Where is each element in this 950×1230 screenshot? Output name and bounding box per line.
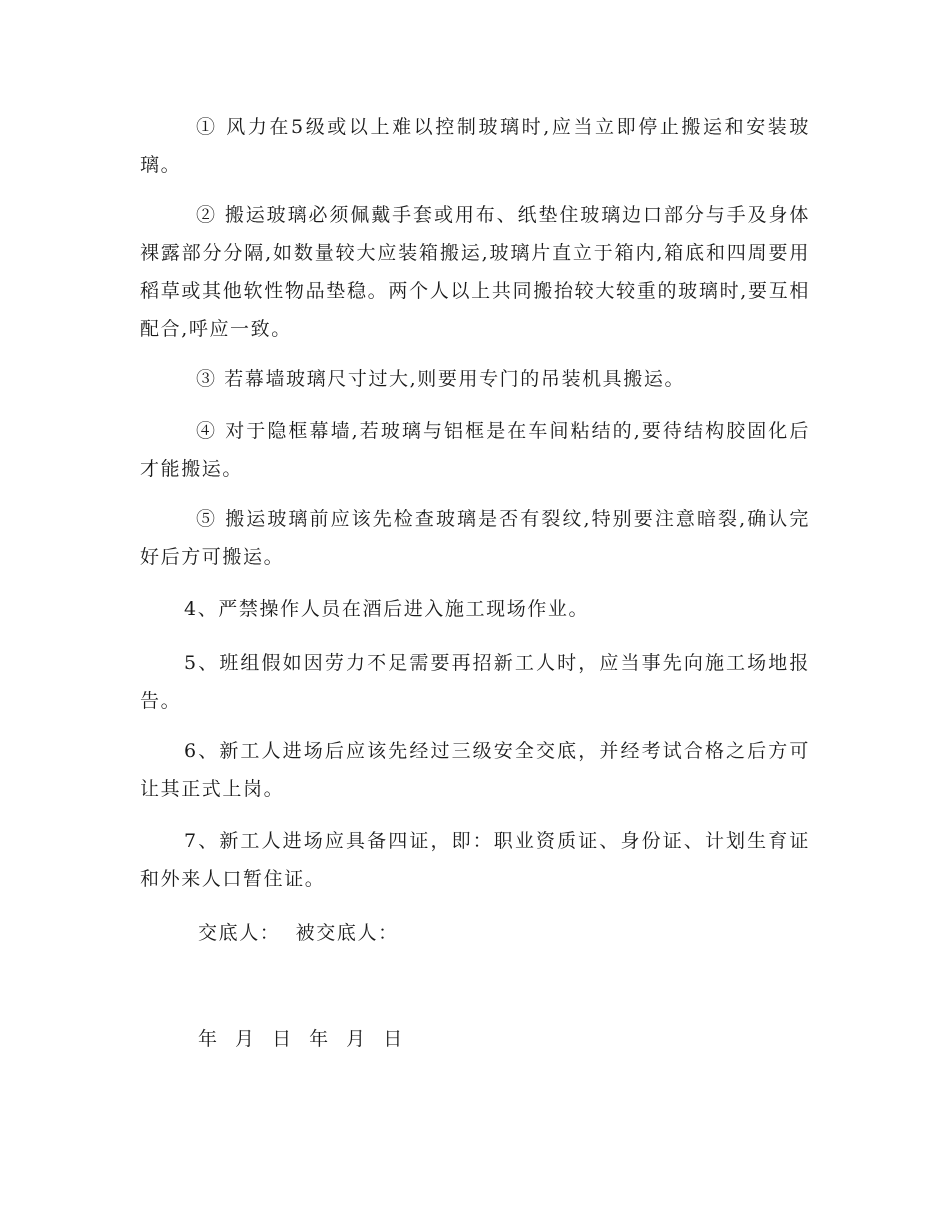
paragraph-rule-4: 4、严禁操作人员在酒后进入施工现场作业。: [184, 598, 590, 620]
paragraph-item-3: ③ 若幕墙玻璃尺寸过大,则要用专门的吊装机具搬运。: [196, 368, 686, 390]
paragraph-rule-6: 6、新工人进场后应该先经过三级安全交底，并经考试合格之后方可让其正式上岗。: [140, 740, 810, 800]
signature-line: 交底人： 被交底人：: [198, 922, 399, 944]
paragraph-item-4: ④ 对于隐框幕墙,若玻璃与铝框是在车间粘结的,要待结构胶固化后才能搬运。: [140, 420, 810, 480]
paragraph-item-1: ① 风力在5级或以上难以控制玻璃时,应当立即停止搬运和安装玻璃。: [140, 116, 810, 176]
paragraph-item-2: ② 搬运玻璃必须佩戴手套或用布、纸垫住玻璃边口部分与手及身体裸露部分分隔,如数量较大应装箱搬运,玻璃片直立于箱内,箱底和四周要用稻草或其他软性物品垫稳。两个人以上共同搬抬较大较重的玻璃时,要互相配合,呼应一致。: [140, 204, 810, 340]
date-line: 年 月 日 年 月 日: [198, 1028, 409, 1050]
paragraph-rule-5: 5、班组假如因劳力不足需要再招新工人时，应当事先向施工场地报告。: [140, 652, 810, 712]
paragraph-rule-7: 7、新工人进场应具备四证，即：职业资质证、身份证、计划生育证和外来人口暂住证。: [140, 830, 810, 890]
paragraph-item-5: ⑤ 搬运玻璃前应该先检查玻璃是否有裂纹,特别要注意暗裂,确认完好后方可搬运。: [140, 508, 810, 568]
